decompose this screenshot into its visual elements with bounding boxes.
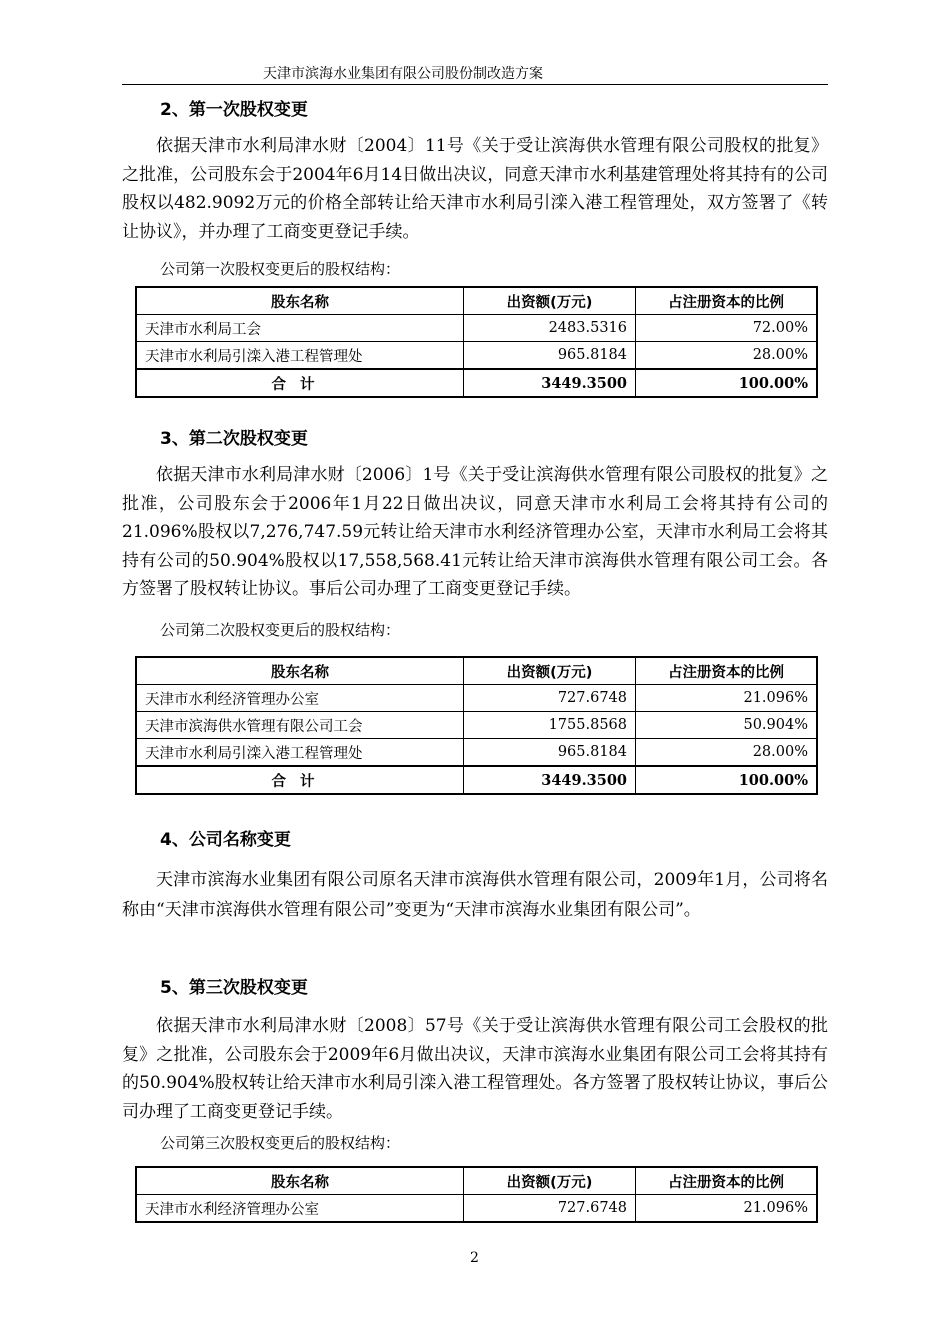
contribution-amount: 1755.8568 bbox=[464, 712, 636, 739]
column-header-shareholder: 股东名称 bbox=[136, 1167, 464, 1195]
equity-ratio: 28.00% bbox=[636, 739, 818, 767]
total-ratio: 100.00% bbox=[636, 766, 818, 794]
contribution-amount: 2483.5316 bbox=[464, 315, 636, 342]
column-header-ratio: 占注册资本的比例 bbox=[636, 657, 818, 685]
section-5-heading: 5、第三次股权变更 bbox=[160, 978, 308, 998]
section-2-paragraph: 依据天津市水利局津水财〔2004〕11号《关于受让滨海供水管理有限公司股权的批复》之批准，公司股东会于2004年6月14日做出决议，同意天津市水利基建管理处将其持有的公司股权以482.9092万元的价格全部转让给天津市水利局引滦入港工程管理处，双方签署了《转让协议》，并办理了工商变更登记手续。 bbox=[122, 136, 828, 242]
section-3-table-caption: 公司第二次股权变更后的股权结构： bbox=[160, 621, 401, 639]
column-header-ratio: 占注册资本的比例 bbox=[636, 1167, 818, 1195]
total-label: 合计 bbox=[136, 369, 464, 397]
shareholder-name: 天津市水利局引滦入港工程管理处 bbox=[136, 342, 464, 370]
column-header-shareholder: 股东名称 bbox=[136, 287, 464, 315]
section-3-paragraph: 依据天津市水利局津水财〔2006〕1号《关于受让滨海供水管理有限公司股权的批复》之批准，公司股东会于2006年1月22日做出决议，同意天津市水利局工会将其持有公司的21.096%股权以7,276,747.59元转让给天津市水利经济管理办公室，天津市水利局工会将其持有公司的50.904%股权以17,558,568.41元转让给天津市滨海供水管理有限公司工会。各方签署了股权转让协议。事后公司办理了工商变更登记手续。 bbox=[122, 465, 828, 600]
shareholder-name: 天津市水利局工会 bbox=[136, 315, 464, 342]
total-amount: 3449.3500 bbox=[464, 766, 636, 794]
section-5-paragraph: 依据天津市水利局津水财〔2008〕57号《关于受让滨海供水管理有限公司工会股权的批复》之批准，公司股东会于2009年6月做出决议，天津市滨海水业集团有限公司工会将其持有的50.904%股权转让给天津市水利局引滦入港工程管理处。各方签署了股权转让协议，事后公司办理了工商变更登记手续。 bbox=[122, 1016, 828, 1122]
column-header-amount: 出资额(万元) bbox=[464, 657, 636, 685]
table-row bbox=[136, 342, 817, 370]
equity-ratio: 21.096% bbox=[636, 1195, 818, 1223]
section-3-heading: 3、第二次股权变更 bbox=[160, 429, 308, 449]
total-amount: 3449.3500 bbox=[464, 369, 636, 397]
shareholder-name: 天津市水利局引滦入港工程管理处 bbox=[136, 739, 464, 767]
column-header-ratio: 占注册资本的比例 bbox=[636, 287, 818, 315]
contribution-amount: 965.8184 bbox=[464, 342, 636, 370]
table-row bbox=[136, 685, 817, 712]
column-header-amount: 出资额(万元) bbox=[464, 287, 636, 315]
contribution-amount: 727.6748 bbox=[464, 685, 636, 712]
total-label: 合计 bbox=[136, 766, 464, 794]
equity-table-third-change bbox=[135, 1166, 818, 1223]
equity-ratio: 21.096% bbox=[636, 685, 818, 712]
section-4-paragraph: 天津市滨海水业集团有限公司原名天津市滨海供水管理有限公司，2009年1月，公司将名称由“天津市滨海供水管理有限公司”变更为“天津市滨海水业集团有限公司”。 bbox=[122, 870, 828, 920]
table-header-row bbox=[136, 287, 817, 315]
column-header-amount: 出资额(万元) bbox=[464, 1167, 636, 1195]
shareholder-name: 天津市水利经济管理办公室 bbox=[136, 685, 464, 712]
column-header-shareholder: 股东名称 bbox=[136, 657, 464, 685]
table-row bbox=[136, 315, 817, 342]
contribution-amount: 965.8184 bbox=[464, 739, 636, 767]
shareholder-name: 天津市滨海供水管理有限公司工会 bbox=[136, 712, 464, 739]
table-header-row bbox=[136, 657, 817, 685]
section-4-heading: 4、公司名称变更 bbox=[160, 830, 291, 850]
equity-ratio: 72.00% bbox=[636, 315, 818, 342]
equity-ratio: 28.00% bbox=[636, 342, 818, 370]
equity-ratio: 50.904% bbox=[636, 712, 818, 739]
page-header-title: 天津市滨海水业集团有限公司股份制改造方案 bbox=[263, 66, 543, 82]
section-5-table-caption: 公司第三次股权变更后的股权结构： bbox=[160, 1134, 401, 1152]
table-row bbox=[136, 739, 817, 767]
contribution-amount: 727.6748 bbox=[464, 1195, 636, 1223]
equity-table-second-change bbox=[135, 656, 818, 795]
table-total-row bbox=[136, 369, 817, 397]
equity-table-first-change bbox=[135, 286, 818, 398]
total-ratio: 100.00% bbox=[636, 369, 818, 397]
section-2-heading: 2、第一次股权变更 bbox=[160, 100, 308, 120]
header-divider bbox=[122, 84, 828, 85]
page-number: 2 bbox=[470, 1250, 479, 1266]
section-2-table-caption: 公司第一次股权变更后的股权结构： bbox=[160, 260, 401, 278]
table-total-row bbox=[136, 766, 817, 794]
table-header-row bbox=[136, 1167, 817, 1195]
shareholder-name: 天津市水利经济管理办公室 bbox=[136, 1195, 464, 1223]
table-row bbox=[136, 1195, 817, 1223]
table-row bbox=[136, 712, 817, 739]
